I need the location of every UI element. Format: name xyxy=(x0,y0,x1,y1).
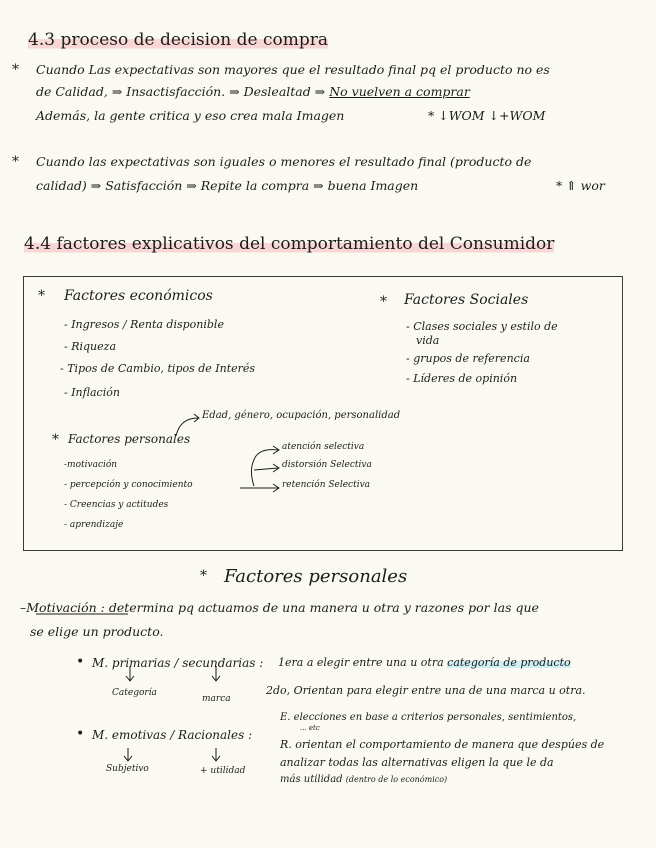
list-item: - aprendizaje xyxy=(64,520,124,530)
m2-e: E. elecciones en base a criterios personales, sentimientos, xyxy=(280,712,577,723)
list-item: - grupos de referencia xyxy=(406,352,530,365)
underlined-text: No vuelven a comprar xyxy=(329,84,470,99)
list-item: - Inflación xyxy=(64,386,120,399)
perception-item: distorsión Selectiva xyxy=(282,460,372,470)
note-text: ⇒ Insactisfacción. ⇒ Deslealtad ⇒ xyxy=(111,84,326,99)
section-title-text: 4.3 proceso de decision de compra xyxy=(28,30,328,50)
eco-title: Factores económicos xyxy=(64,288,213,304)
bullet-dot-icon: • xyxy=(76,726,85,742)
wom-note: * ↓WOM ↓+WOM xyxy=(428,108,546,123)
down-arrow-icon xyxy=(126,676,134,681)
down-arrow-icon xyxy=(212,756,220,761)
m2-etc: ... etc xyxy=(300,724,320,732)
sub-label: Subjetivo xyxy=(106,764,149,774)
m2-r1: R. orientan el comportamiento de manera que despúes de xyxy=(280,738,605,751)
section-title-4-4 xyxy=(24,234,554,254)
motivation-text: : determina pq actuamos de una manera u otra y razones por las que xyxy=(100,600,539,615)
m1-category: categoría de producto xyxy=(447,656,571,669)
note-line xyxy=(36,84,470,99)
bullet-icon: * xyxy=(52,432,59,448)
sub-label: marca xyxy=(202,694,231,704)
m2-r3 xyxy=(280,774,447,785)
list-item: -motivación xyxy=(64,460,118,470)
perception-item: retención Selectiva xyxy=(282,480,371,490)
motivation-label: Motivación xyxy=(26,600,97,615)
bullet-icon: * xyxy=(12,62,19,78)
m1-line-2: 2do, Orientan para elegir entre una de una marca u otra. xyxy=(266,684,586,697)
list-item: - Creencias y actitudes xyxy=(64,500,169,510)
list-item: - Clases sociales y estilo de xyxy=(406,320,558,333)
note-line: Además, la gente critica y eso crea mala Imagen xyxy=(36,108,345,123)
wom-note: * ⇑ wor xyxy=(556,178,605,193)
note-line: se elige un producto. xyxy=(30,624,164,639)
sub-label: + utilidad xyxy=(200,766,246,776)
personal-note: Edad, género, ocupación, personalidad xyxy=(202,410,401,421)
note-line: calidad) ⇒ Satisfacción ⇒ Repite la compra ⇒ buena Imagen xyxy=(36,178,419,193)
m2-r3-text: más utilidad xyxy=(280,774,343,785)
list-item: - Tipos de Cambio, tipos de Interés xyxy=(60,362,256,375)
list-item: - Ingresos / Renta disponible xyxy=(64,318,224,331)
list-item: vida xyxy=(416,334,440,347)
bullet-icon: * xyxy=(380,294,387,310)
note-text: de Calidad, xyxy=(36,84,108,99)
pers-title: Factores personales xyxy=(68,432,191,446)
bullet-dot-icon: • xyxy=(76,654,85,670)
list-item: - Riqueza xyxy=(64,340,117,353)
note-line: Cuando las expectativas son iguales o menores el resultado final (producto de xyxy=(36,154,532,169)
list-item: - Líderes de opinión xyxy=(406,372,518,385)
motivation-line xyxy=(20,600,539,615)
personal-section-title: Factores personales xyxy=(224,566,408,587)
section-title-4-3 xyxy=(28,30,328,50)
section-title-text: 4.4 factores explicativos del comportamiento del Consumidor xyxy=(24,234,555,254)
note-line: Cuando Las expectativas son mayores que el resultado final pq el producto no es xyxy=(36,62,550,77)
m1-text: 1era a elegir entre una u otra xyxy=(278,656,444,669)
soc-title: Factores Sociales xyxy=(404,292,529,308)
m1-label: M. primarias / secundarias : xyxy=(92,656,264,670)
bullet-icon: * xyxy=(12,154,19,170)
perception-item: atención selectiva xyxy=(282,442,365,452)
m2-r3-note: (dentro de lo económico) xyxy=(345,775,448,784)
dash: – xyxy=(20,600,27,615)
down-arrow-icon xyxy=(212,676,220,681)
down-arrow-icon xyxy=(124,756,132,761)
bullet-icon: * xyxy=(200,568,207,584)
m1-line xyxy=(278,656,571,669)
m2-label: M. emotivas / Racionales : xyxy=(92,728,253,742)
m2-r2: analizar todas las alternativas eligen la que le da xyxy=(280,756,554,769)
sub-label: Categoría xyxy=(112,688,157,698)
bullet-icon: * xyxy=(38,288,45,304)
list-item: - percepción y conocimiento xyxy=(64,480,193,490)
